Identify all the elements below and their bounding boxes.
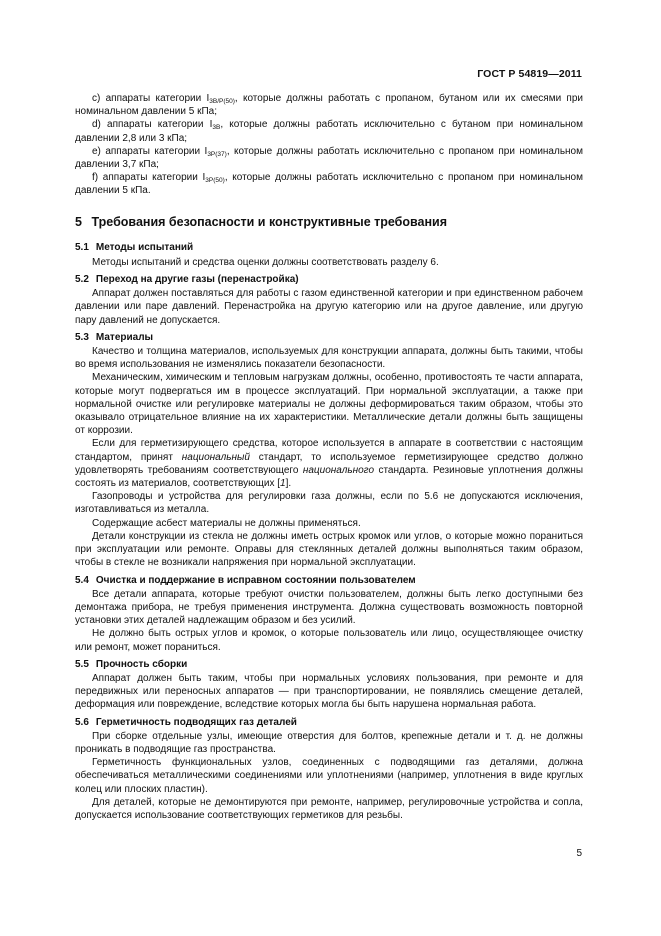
list-item: f) аппараты категории $I_{3P(50)}$, которые должны работать исключительно с пропаном при номинальном давлении 5 кПа.: [75, 172, 583, 197]
paragraph: Газопроводы и устройства для регулировки газа должны, если по 5.6 не допускаются исключения, изготавливаться из металла.: [75, 491, 583, 516]
paragraph: Детали конструкции из стекла не должны иметь острых кромок или углов, о которые можно пораниться при эксплуатации или ремонте. Оправы для стеклянных деталей должны выполняться таким образом, чтобы в стекле не возникали напряжения при нормальной эксплуатации.: [75, 530, 583, 569]
paragraph: Для деталей, которые не демонтируются при ремонте, например, регулировочные устройства и сопла, допускается использование соответствующих герметиков для резьбы.: [75, 796, 583, 821]
subsection-heading: 5.3 Материалы: [75, 331, 154, 343]
paragraph: Если для герметизирующего средства, которое используется в аппарате в соответствии с настоящим стандартом, принят национальный стандарт, то используемое герметизирующее средство должно удовлетворять требованиям соответствующего национального стандарта. Резиновые уплотнения должны состоять из материалов, соответствующих [1].: [75, 438, 584, 490]
paragraph: Содержащие асбест материалы не должны применяться.: [92, 517, 361, 529]
subsection-heading: 5.2 Переход на другие газы (перенастройка): [75, 274, 299, 286]
subsection-heading: 5.6 Герметичность подводящих газ деталей: [75, 716, 297, 728]
document-body: [75, 92, 583, 822]
subsection-heading: 5.1 Методы испытаний: [75, 241, 194, 253]
paragraph: Методы испытаний и средства оценки должны соответствовать разделу 6.: [92, 256, 439, 268]
paragraph: Не должно быть острых углов и кромок, о которые пользователь или лицо, осуществляющее очистку или ремонт, может пораниться.: [75, 628, 583, 653]
paragraph: Аппарат должен поставляться для работы с газом единственной категории и при единственном рабочем давлении или паре давлений. Перенастройка на другую категорию или на другое давление, или другую пару давлений не допускается.: [75, 288, 583, 326]
list-item: d) аппараты категории $I_{3B}$, которые должны работать исключительно с бутаном при номинальном давлении 2,8 или 3 кПа;: [75, 119, 583, 144]
paragraph: Все детали аппарата, которые требуют очистки пользователем, должны быть легко доступными без демонтажа прибора, не требуя применения инструмента. Должна существовать возможность повторной установки этих деталей надлежащим образом и без усилий.: [75, 588, 583, 627]
list-item: e) аппараты категории $I_{3P(37)}$, которые должны работать исключительно с пропаном при номинальном давлении 3,7 кПа;: [75, 145, 583, 171]
reference-link: 1: [280, 478, 286, 490]
list-item: c) аппараты категории $I_{3B/P(50)}$, которые должны работать с пропаном, бутаном или их смесями при номинальном давлении 5 кПа;: [75, 93, 583, 118]
subsection-heading: 5.4 Очистка и поддержание в исправном состоянии пользователем: [75, 574, 416, 586]
paragraph: Механическим, химическим и тепловым нагрузкам должны, особенно, противостоять те части аппарата, которые могут подвергаться им в процессе эксплуатаций. При нормальной эксплуатации, а также при нормальной очистке или регулировке материалы не должны деформироваться таким образом, чтобы это оказывало отрицательное влияние на их характеристики. Металлические детали должны быть защищены от коррозии.: [75, 372, 583, 437]
document-code: ГОСТ Р 54819—2011: [477, 68, 582, 80]
page-number: 5: [576, 848, 582, 859]
paragraph: При сборке отдельные узлы, имеющие отверстия для болтов, крепежные детали и т. д. не должны проникать в подводящие газ пространства.: [75, 730, 583, 755]
section-heading: 5 Требования безопасности и конструктивные требования: [75, 214, 448, 229]
subsection-heading: 5.5 Прочность сборки: [75, 658, 188, 670]
paragraph: Качество и толщина материалов, используемых для конструкции аппарата, должны быть такими, чтобы во время использования не изменялись показатели безопасности.: [75, 346, 583, 371]
paragraph: Аппарат должен быть таким, чтобы при нормальных условиях пользования, при ремонте и для передвижных или переносных аппаратов — при транспортировании, не появлялись смещение деталей, деформация или повреждение, вследствие которых могла бы быть нарушена нормальная работа.: [75, 672, 583, 711]
paragraph: Герметичность функциональных узлов, соединенных с подводящими газ деталями, должна обеспечиваться металлическими соединениями или уплотнениями (например, уплотнения в виде круглых колец или плоских пластин).: [75, 757, 583, 795]
